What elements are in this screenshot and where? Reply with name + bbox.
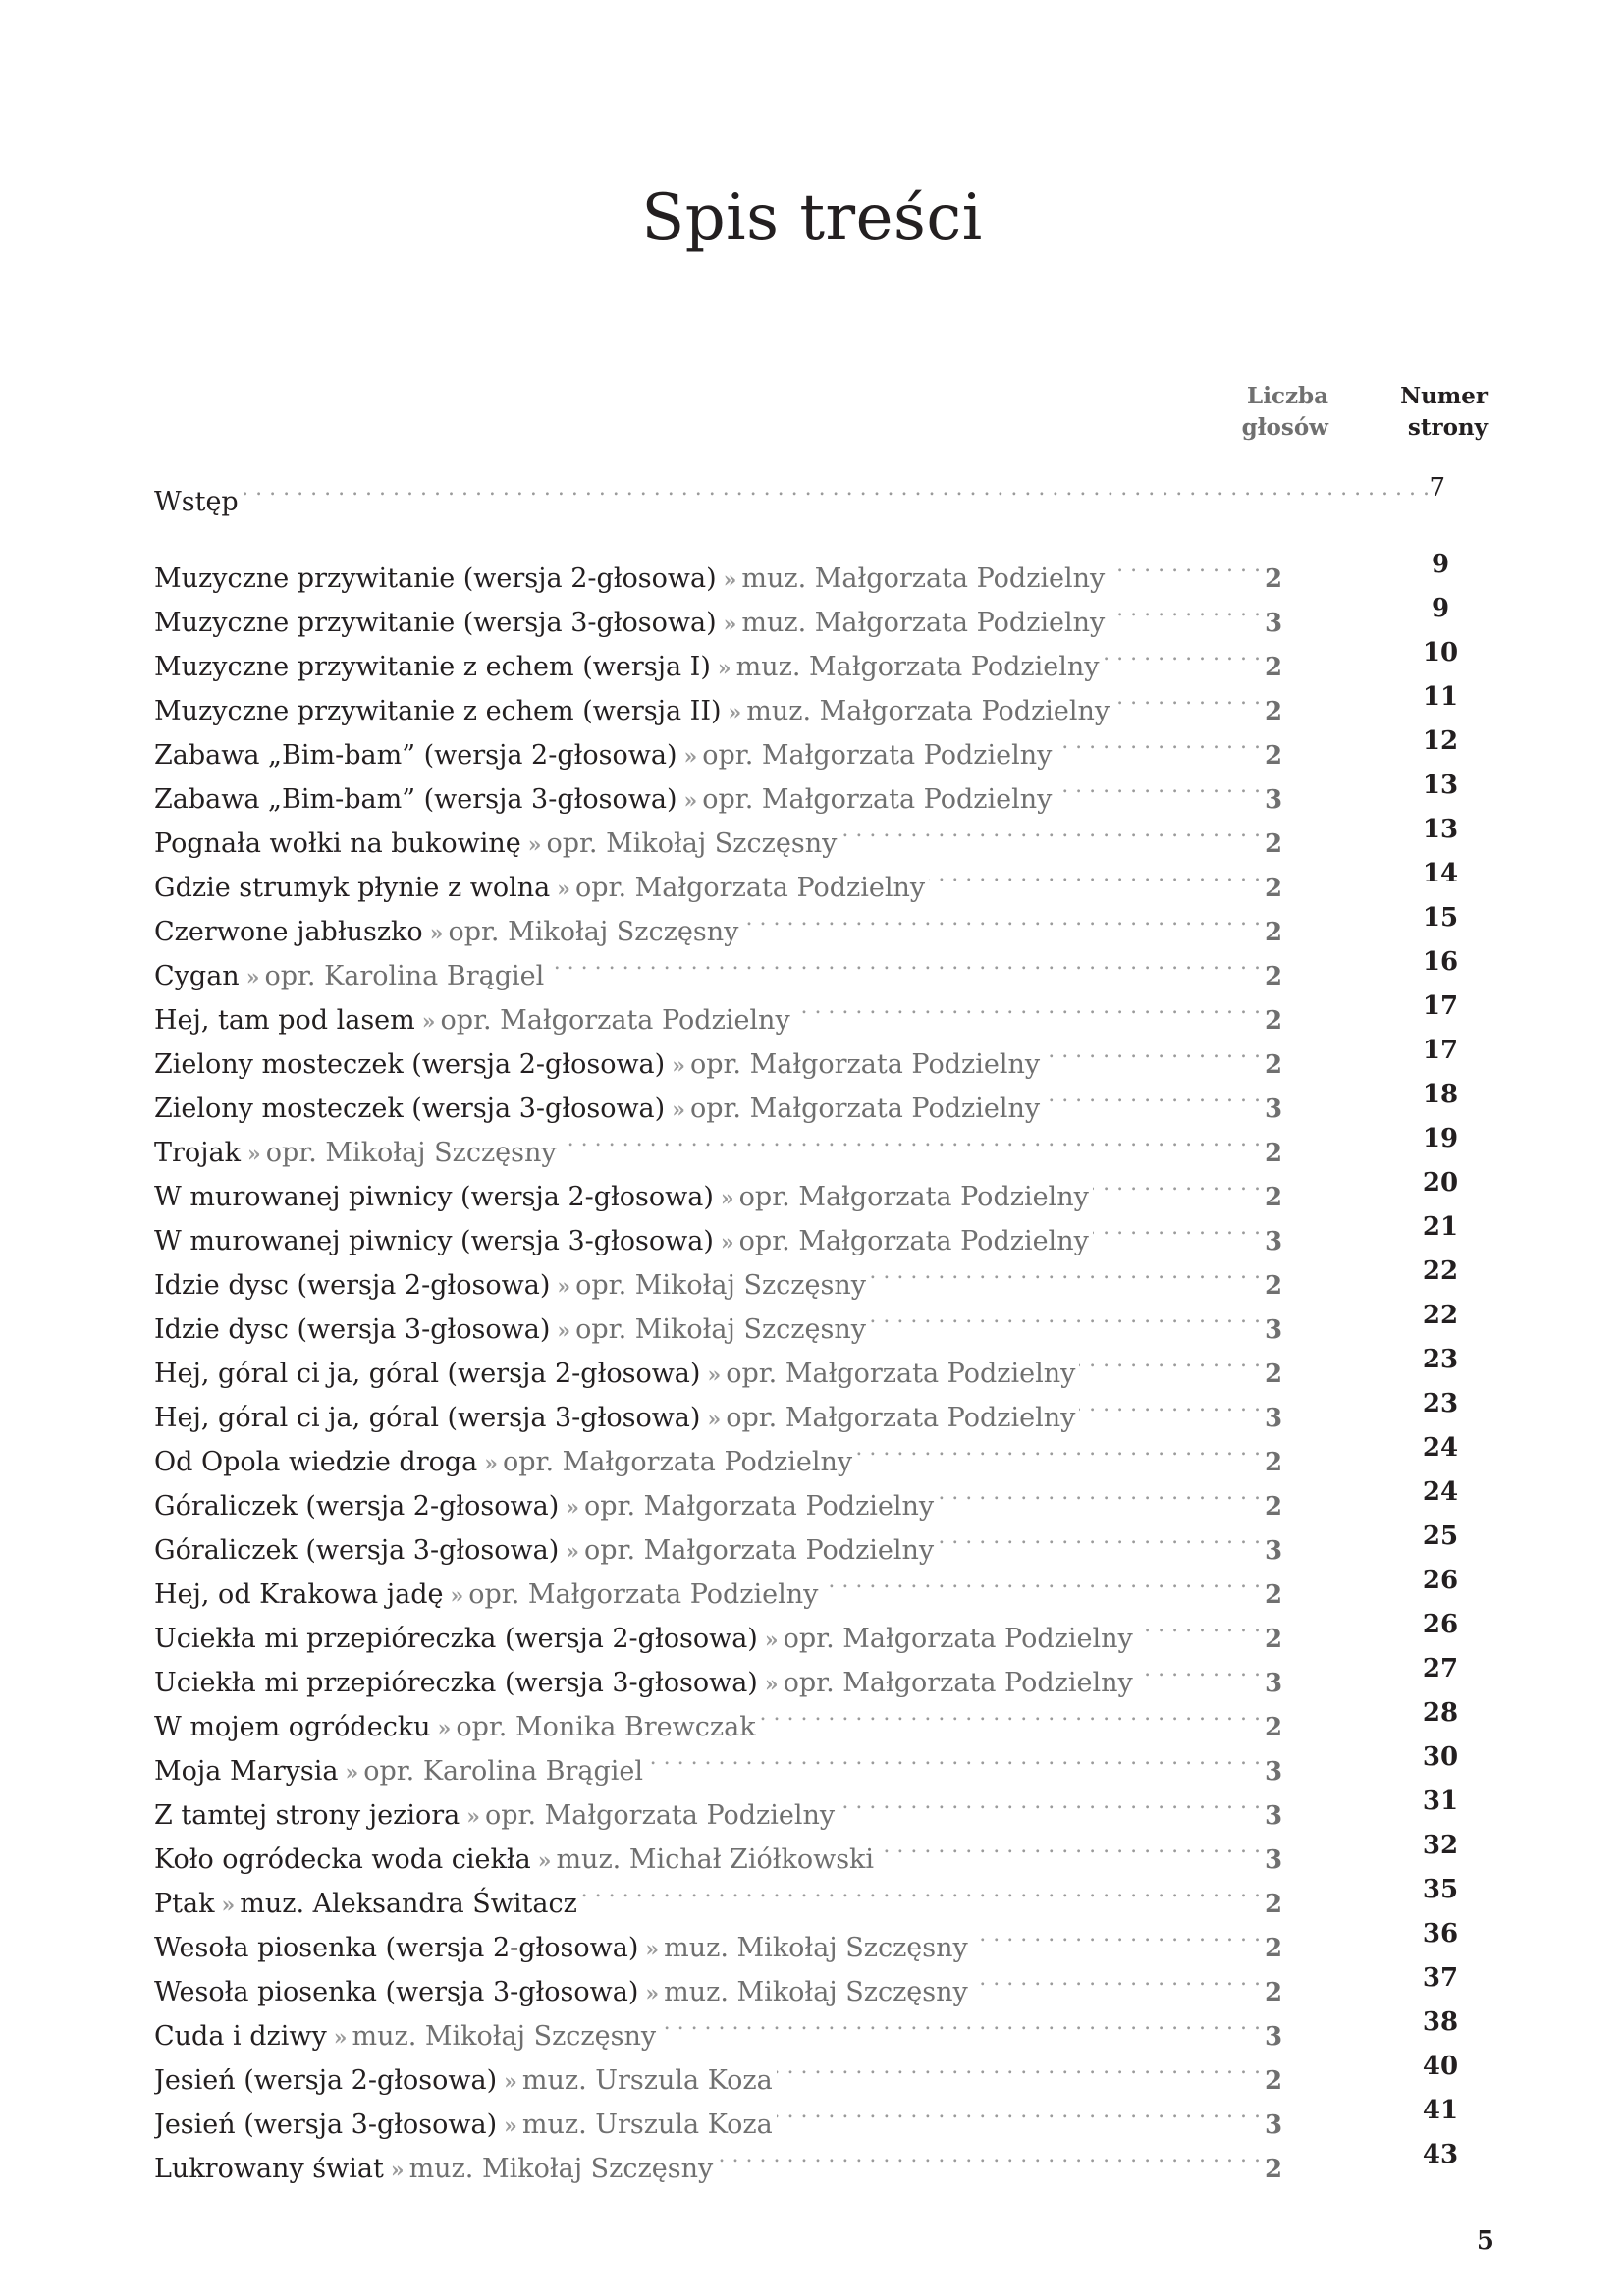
double-chevron-separator-icon: » (683, 788, 695, 814)
toc-entry-title: Wstęp (154, 487, 239, 517)
double-chevron-separator-icon: » (683, 744, 695, 770)
column-header-voices-line2: głosów (1241, 414, 1328, 441)
dot-leader (1044, 1073, 1261, 1117)
double-chevron-separator-icon: » (247, 1142, 258, 1167)
toc-entry[interactable] (154, 2089, 1489, 2140)
double-chevron-separator-icon: » (717, 656, 729, 681)
toc-entry-title: Góraliczek (wersja 3-głosowa) (154, 1535, 560, 1566)
dot-leader (870, 1250, 1261, 1294)
toc-entry-title: Zabawa „Bim-bam” (wersja 2-głosowa) (154, 740, 677, 771)
toc-entry-page: 19 (1422, 1124, 1459, 1153)
toc-entry-intro[interactable] (154, 466, 1489, 517)
double-chevron-separator-icon: » (728, 700, 739, 725)
toc-entry-voices: 2 (1265, 1625, 1283, 1654)
toc-entry-author: opr. Małgorzata Podzielny (440, 1005, 790, 1036)
dot-leader (777, 2045, 1261, 2089)
toc-entry-page: 32 (1422, 1831, 1459, 1860)
toc-entry-page: 20 (1422, 1168, 1459, 1198)
toc-entry-voices: 2 (1265, 1492, 1283, 1522)
dot-leader (839, 1780, 1261, 1824)
toc-entry-voices: 2 (1265, 1139, 1283, 1168)
toc-entry[interactable] (154, 1073, 1489, 1124)
toc-entry-title: Od Opola wiedzie droga (154, 1447, 478, 1477)
dot-leader (561, 1117, 1261, 1161)
double-chevron-separator-icon: » (537, 1848, 549, 1874)
dot-leader (243, 466, 1430, 510)
toc-entry-title: Wesoła piosenka (wersja 2-głosowa) (154, 1933, 639, 1963)
dot-leader (929, 852, 1261, 896)
dot-leader (1093, 1161, 1261, 1205)
toc-entry-page: 12 (1422, 726, 1459, 756)
toc-entry-title: Hej, tam pod lasem (154, 1005, 415, 1036)
toc-entry-author: opr. Monika Brewczak (456, 1712, 756, 1742)
toc-entry-page: 16 (1422, 947, 1459, 977)
toc-entry-voices: 3 (1265, 1227, 1283, 1256)
dot-leader (1079, 1338, 1261, 1382)
toc-entry-page: 14 (1422, 859, 1459, 888)
toc-entry[interactable] (154, 852, 1489, 903)
double-chevron-separator-icon: » (645, 1937, 657, 1962)
toc-entry-title: Koło ogródecka woda ciekła (154, 1844, 531, 1875)
double-chevron-separator-icon: » (645, 1981, 657, 2006)
toc-entry-author: opr. Małgorzata Podzielny (689, 1094, 1041, 1124)
toc-entry-title: Hej, góral ci ja, góral (wersja 2-głosowa) (154, 1359, 701, 1389)
toc-entry-title: Zielony mosteczek (wersja 2-głosowa) (154, 1049, 666, 1080)
toc-entry-page: 26 (1422, 1566, 1459, 1595)
dot-leader (548, 940, 1261, 985)
dot-leader (760, 1691, 1261, 1735)
toc-entry-page: 40 (1422, 2052, 1459, 2081)
dot-leader (1079, 1382, 1261, 1426)
toc-entry-author: muz. Małgorzata Podzielny (741, 608, 1106, 638)
dot-leader (840, 808, 1261, 852)
toc-entry-title: Czerwone jabłuszko (154, 917, 423, 947)
toc-entry-page: 13 (1422, 815, 1459, 844)
toc-entry-page: 11 (1422, 682, 1459, 712)
toc-entry-title: Zielony mosteczek (wersja 3-głosowa) (154, 1094, 666, 1124)
double-chevron-separator-icon: » (723, 567, 734, 593)
toc-entry[interactable] (154, 1956, 1489, 2007)
toc-entry-author: opr. Mikołaj Szczęsny (265, 1138, 557, 1168)
double-chevron-separator-icon: » (221, 1893, 233, 1918)
toc-entry-voices: 3 (1265, 1801, 1283, 1831)
toc-entry-title: Muzyczne przywitanie (wersja 2-głosowa) (154, 563, 717, 594)
toc-entry-voices: 3 (1265, 1669, 1283, 1698)
toc-entry-title: Cygan (154, 961, 240, 991)
toc-entry-voices: 2 (1265, 1580, 1283, 1610)
toc-entry-voices: 3 (1265, 1095, 1283, 1124)
dot-leader (742, 896, 1261, 940)
toc-entry-author: opr. Małgorzata Podzielny (575, 873, 926, 903)
toc-entry[interactable] (154, 1382, 1489, 1433)
toc-entry-author: opr. Małgorzata Podzielny (702, 740, 1053, 771)
toc-entry-page: 17 (1422, 991, 1459, 1021)
toc-entry[interactable] (154, 764, 1489, 815)
toc-entry-title: Lukrowany świat (154, 2154, 384, 2184)
dot-leader (878, 1824, 1261, 1868)
toc-entry[interactable] (154, 1515, 1489, 1566)
double-chevron-separator-icon: » (333, 2025, 345, 2051)
toc-entry-page: 27 (1422, 1654, 1459, 1683)
toc-entry-author: muz. Urszula Koza (521, 2109, 773, 2140)
toc-entry[interactable] (154, 2133, 1489, 2184)
toc-entry[interactable] (154, 940, 1489, 991)
double-chevron-separator-icon: » (504, 2113, 514, 2139)
toc-entry-voices: 3 (1265, 609, 1283, 638)
toc-entry-author: opr. Małgorzata Podzielny (485, 1800, 836, 1831)
toc-entry-title: Ptak (154, 1889, 215, 1919)
toc-entry-author: opr. Małgorzata Podzielny (503, 1447, 853, 1477)
toc-entry-author: opr. Karolina Brągiel (363, 1756, 643, 1787)
toc-entry-voices: 2 (1265, 1183, 1283, 1212)
toc-entry-voices: 2 (1265, 1271, 1283, 1301)
double-chevron-separator-icon: » (707, 1362, 719, 1388)
double-chevron-separator-icon: » (764, 1672, 776, 1697)
toc-entry-voices: 2 (1265, 962, 1283, 991)
toc-entry-author: opr. Małgorzata Podzielny (738, 1226, 1089, 1256)
toc-entry-title: Hej, góral ci ja, góral (wersja 3-głosowa) (154, 1403, 701, 1433)
toc-entry-voices: 2 (1265, 1050, 1283, 1080)
double-chevron-separator-icon: » (720, 1186, 731, 1211)
toc-entry[interactable] (154, 1912, 1489, 1963)
dot-leader (856, 1426, 1261, 1470)
toc-entry-voices: 3 (1265, 1757, 1283, 1787)
toc-entry-author: muz. Małgorzata Podzielny (735, 652, 1100, 682)
dot-leader (1113, 675, 1261, 720)
toc-entry[interactable] (154, 1029, 1489, 1080)
toc-entry-voices: 3 (1265, 785, 1283, 815)
column-header-page (1355, 381, 1488, 444)
double-chevron-separator-icon: » (764, 1628, 776, 1653)
toc-entry[interactable] (154, 985, 1489, 1036)
toc-entry-page: 9 (1431, 550, 1450, 579)
toc-entry-author: muz. Małgorzata Podzielny (746, 696, 1110, 726)
toc-entry-author: muz. Mikołaj Szczęsny (352, 2021, 657, 2052)
toc-entry-voices: 2 (1265, 1448, 1283, 1477)
toc-entry-title: Idzie dysc (wersja 3-głosowa) (154, 1314, 551, 1345)
toc-entry[interactable] (154, 1294, 1489, 1345)
dot-leader (794, 985, 1261, 1029)
dot-leader (660, 2001, 1261, 2045)
toc-entry-voices: 3 (1265, 1315, 1283, 1345)
toc-entry-title: Gdzie strumyk płynie z wolna (154, 873, 551, 903)
double-chevron-separator-icon: » (504, 2069, 514, 2095)
dot-leader (938, 1470, 1261, 1515)
toc-entry-title: Hej, od Krakowa jadę (154, 1579, 444, 1610)
toc-entry[interactable] (154, 1647, 1489, 1698)
toc-entry[interactable] (154, 1161, 1489, 1212)
toc-entry[interactable] (154, 1426, 1489, 1477)
toc-entry-voices: 2 (1265, 741, 1283, 771)
toc-entry-lead (154, 2133, 1288, 2193)
double-chevron-separator-icon: » (345, 1760, 356, 1786)
toc-entry-page: 23 (1422, 1345, 1459, 1374)
dot-leader (938, 1515, 1261, 1559)
double-chevron-separator-icon: » (450, 1583, 461, 1609)
toc-entry-author: opr. Mikołaj Szczęsny (448, 917, 739, 947)
toc-entry-author: opr. Małgorzata Podzielny (783, 1624, 1133, 1654)
toc-entry-title: W murowanej piwnicy (wersja 3-głosowa) (154, 1226, 714, 1256)
toc-entry-author: muz. Mikołaj Szczęsny (408, 2154, 714, 2184)
toc-entry-voices: 2 (1265, 697, 1283, 726)
toc-entry-title: Cuda i dziwy (154, 2021, 327, 2052)
toc-entry-author: opr. Małgorzata Podzielny (584, 1535, 935, 1566)
toc-entry-author: muz. Mikołaj Szczęsny (664, 1977, 968, 2007)
dot-leader (777, 2089, 1261, 2133)
toc-entry-voices: 3 (1265, 1404, 1283, 1433)
toc-entry-page: 26 (1422, 1610, 1459, 1639)
toc-entry-author: muz. Mikołaj Szczęsny (664, 1933, 968, 1963)
dot-leader (1044, 1029, 1261, 1073)
column-header-page-line1: Numer (1400, 383, 1488, 409)
toc-entry[interactable] (154, 543, 1489, 594)
toc-entry-voices: 2 (1265, 1713, 1283, 1742)
toc-entry[interactable] (154, 2001, 1489, 2052)
toc-entry-author: muz. Małgorzata Podzielny (741, 563, 1106, 594)
toc-entry-title: Zabawa „Bim-bam” (wersja 3-głosowa) (154, 784, 677, 815)
double-chevron-separator-icon: » (720, 1230, 731, 1255)
double-chevron-separator-icon: » (390, 2158, 402, 2183)
toc-entry[interactable] (154, 1117, 1489, 1168)
toc-entry[interactable] (154, 1603, 1489, 1654)
toc-entry-title: Muzyczne przywitanie z echem (wersja I) (154, 652, 711, 682)
toc-entry-page: 13 (1422, 771, 1459, 800)
toc-entry-voices: 2 (1265, 564, 1283, 594)
toc-entry[interactable] (154, 1691, 1489, 1742)
toc-entry-page: 41 (1422, 2096, 1459, 2125)
double-chevron-separator-icon: » (421, 1009, 433, 1035)
dot-leader (1137, 1647, 1261, 1691)
toc-entry-author: opr. Małgorzata Podzielny (726, 1359, 1076, 1389)
toc-entry-author: opr. Małgorzata Podzielny (468, 1579, 819, 1610)
toc-entry-voices: 2 (1265, 829, 1283, 859)
column-header-voices-line1: Liczba (1247, 383, 1328, 409)
dot-leader (972, 1912, 1261, 1956)
toc-entry-page: 23 (1422, 1389, 1459, 1418)
toc-entry-author: opr. Mikołaj Szczęsny (546, 828, 838, 859)
toc-entry-page: 9 (1431, 594, 1450, 623)
toc-entry-page: 24 (1422, 1433, 1459, 1463)
toc-entry-voices: 2 (1265, 874, 1283, 903)
toc-entry-title: Jesień (wersja 3-głosowa) (154, 2109, 498, 2140)
toc-entry-voices: 2 (1265, 1978, 1283, 2007)
toc-entry[interactable] (154, 1780, 1489, 1831)
toc-entry-page: 22 (1422, 1301, 1459, 1330)
toc-entry-voices: 2 (1265, 1890, 1283, 1919)
toc-entry-author: opr. Małgorzata Podzielny (689, 1049, 1041, 1080)
toc-entry-page: 36 (1422, 1919, 1459, 1949)
toc-entry-page: 18 (1422, 1080, 1459, 1109)
column-header-page-line2: strony (1407, 414, 1488, 441)
double-chevron-separator-icon: » (527, 832, 539, 858)
toc-entry-title: Jesień (wersja 2-głosowa) (154, 2065, 498, 2096)
toc-entry-title: Z tamtej strony jeziora (154, 1800, 460, 1831)
toc-entry[interactable] (154, 1470, 1489, 1522)
toc-entry-author: muz. Aleksandra Świtacz (240, 1889, 577, 1919)
dot-leader (717, 2133, 1261, 2177)
dot-leader (1056, 720, 1261, 764)
toc-entry-title: Góraliczek (wersja 2-głosowa) (154, 1491, 560, 1522)
toc-entry[interactable] (154, 808, 1489, 859)
toc-entry[interactable] (154, 1205, 1489, 1256)
toc-entry-title: Muzyczne przywitanie z echem (wersja II) (154, 696, 722, 726)
toc-entry-voices: 2 (1265, 2066, 1283, 2096)
double-chevron-separator-icon: » (566, 1495, 577, 1521)
double-chevron-separator-icon: » (466, 1804, 477, 1830)
double-chevron-separator-icon: » (484, 1451, 495, 1476)
dot-leader (870, 1294, 1261, 1338)
toc-entry[interactable] (154, 1868, 1489, 1919)
toc-entry-title: Muzyczne przywitanie (wersja 3-głosowa) (154, 608, 717, 638)
toc-entry-page: 17 (1422, 1036, 1459, 1065)
toc-entry[interactable] (154, 1338, 1489, 1389)
toc-entry-author: opr. Małgorzata Podzielny (726, 1403, 1076, 1433)
toc-entry-page: 38 (1422, 2007, 1459, 2037)
dot-leader (1137, 1603, 1261, 1647)
dot-leader (972, 1956, 1261, 2001)
toc-entry[interactable] (154, 1735, 1489, 1787)
toc-entry-title: Pognała wołki na bukowinę (154, 828, 521, 859)
page-number: 5 (1476, 2226, 1494, 2256)
toc-entry-author: opr. Małgorzata Podzielny (702, 784, 1053, 815)
toc-entry-lead (154, 466, 1434, 524)
toc-entry-voices: 2 (1265, 1006, 1283, 1036)
toc-entry-page: 28 (1422, 1698, 1459, 1728)
toc-entry-voices: 3 (1265, 2110, 1283, 2140)
dot-leader (1093, 1205, 1261, 1250)
toc-entry-voices: 3 (1265, 2022, 1283, 2052)
dot-leader (1109, 587, 1261, 631)
toc-entry-title: Idzie dysc (wersja 2-głosowa) (154, 1270, 551, 1301)
toc-entry-voices: 2 (1265, 1360, 1283, 1389)
double-chevron-separator-icon: » (557, 1274, 568, 1300)
toc-entry[interactable] (154, 631, 1489, 682)
toc-entry-voices: 3 (1265, 1536, 1283, 1566)
toc-entry-author: muz. Michał Ziółkowski (556, 1844, 875, 1875)
toc-entry-author: opr. Mikołaj Szczęsny (575, 1314, 867, 1345)
column-header-voices (1159, 381, 1328, 444)
double-chevron-separator-icon: » (723, 612, 734, 637)
toc-entry[interactable] (154, 2045, 1489, 2096)
toc-entry-title: Uciekła mi przepióreczka (wersja 3-głosowa) (154, 1668, 758, 1698)
toc-entry-title: Uciekła mi przepióreczka (wersja 2-głosowa) (154, 1624, 758, 1654)
table-of-contents (154, 466, 1489, 2184)
double-chevron-separator-icon: » (707, 1407, 719, 1432)
toc-entry-page: 25 (1422, 1522, 1459, 1551)
toc-entry-page: 43 (1422, 2140, 1459, 2169)
toc-entry-page: 35 (1422, 1875, 1459, 1904)
toc-entry-page: 30 (1422, 1742, 1459, 1772)
dot-leader (1109, 543, 1261, 587)
toc-entry-author: muz. Urszula Koza (521, 2065, 773, 2096)
toc-entry-voices: 3 (1265, 1845, 1283, 1875)
toc-entry-page: 37 (1422, 1963, 1459, 1993)
toc-entry[interactable] (154, 1250, 1489, 1301)
page-title: Spis treści (641, 182, 983, 254)
double-chevron-separator-icon: » (557, 877, 568, 902)
double-chevron-separator-icon: » (672, 1053, 682, 1079)
double-chevron-separator-icon: » (672, 1097, 682, 1123)
toc-entry-page: 21 (1422, 1212, 1459, 1242)
toc-entry-author: opr. Małgorzata Podzielny (783, 1668, 1133, 1698)
toc-entry-author: opr. Mikołaj Szczęsny (575, 1270, 867, 1301)
dot-leader (581, 1868, 1261, 1912)
toc-entry-page: 24 (1422, 1477, 1459, 1507)
toc-entry-title: W murowanej piwnicy (wersja 2-głosowa) (154, 1182, 714, 1212)
dot-leader (1104, 631, 1261, 675)
toc-entry[interactable] (154, 1559, 1489, 1610)
toc-entry-page: 15 (1422, 903, 1459, 933)
toc-entry-title: W mojem ogródecku (154, 1712, 431, 1742)
toc-entry-author: opr. Karolina Brągiel (264, 961, 545, 991)
dot-leader (1056, 764, 1261, 808)
toc-entry-voices: 2 (1265, 918, 1283, 947)
dot-leader (822, 1559, 1261, 1603)
toc-entry-author: opr. Małgorzata Podzielny (738, 1182, 1089, 1212)
toc-entry[interactable] (154, 587, 1489, 638)
toc-entry[interactable] (154, 675, 1489, 726)
double-chevron-separator-icon: » (245, 965, 257, 990)
double-chevron-separator-icon: » (557, 1318, 568, 1344)
toc-entry-title: Wesoła piosenka (wersja 3-głosowa) (154, 1977, 639, 2007)
toc-entry[interactable] (154, 1824, 1489, 1875)
double-chevron-separator-icon: » (437, 1716, 449, 1741)
toc-entry-page: 22 (1422, 1256, 1459, 1286)
toc-entry-page: 10 (1422, 638, 1459, 667)
toc-entry[interactable] (154, 896, 1489, 947)
toc-entry-page: 31 (1422, 1787, 1459, 1816)
dot-leader (647, 1735, 1261, 1780)
toc-entry-page: 7 (1429, 473, 1445, 503)
toc-entry-voices: 2 (1265, 2155, 1283, 2184)
toc-entry-voices: 2 (1265, 653, 1283, 682)
toc-entry-voices: 2 (1265, 1934, 1283, 1963)
toc-entry[interactable] (154, 720, 1489, 771)
toc-entry-title: Trojak (154, 1138, 242, 1168)
double-chevron-separator-icon: » (429, 921, 441, 946)
toc-entry-author: opr. Małgorzata Podzielny (584, 1491, 935, 1522)
toc-entry-title: Moja Marysia (154, 1756, 339, 1787)
double-chevron-separator-icon: » (566, 1539, 577, 1565)
